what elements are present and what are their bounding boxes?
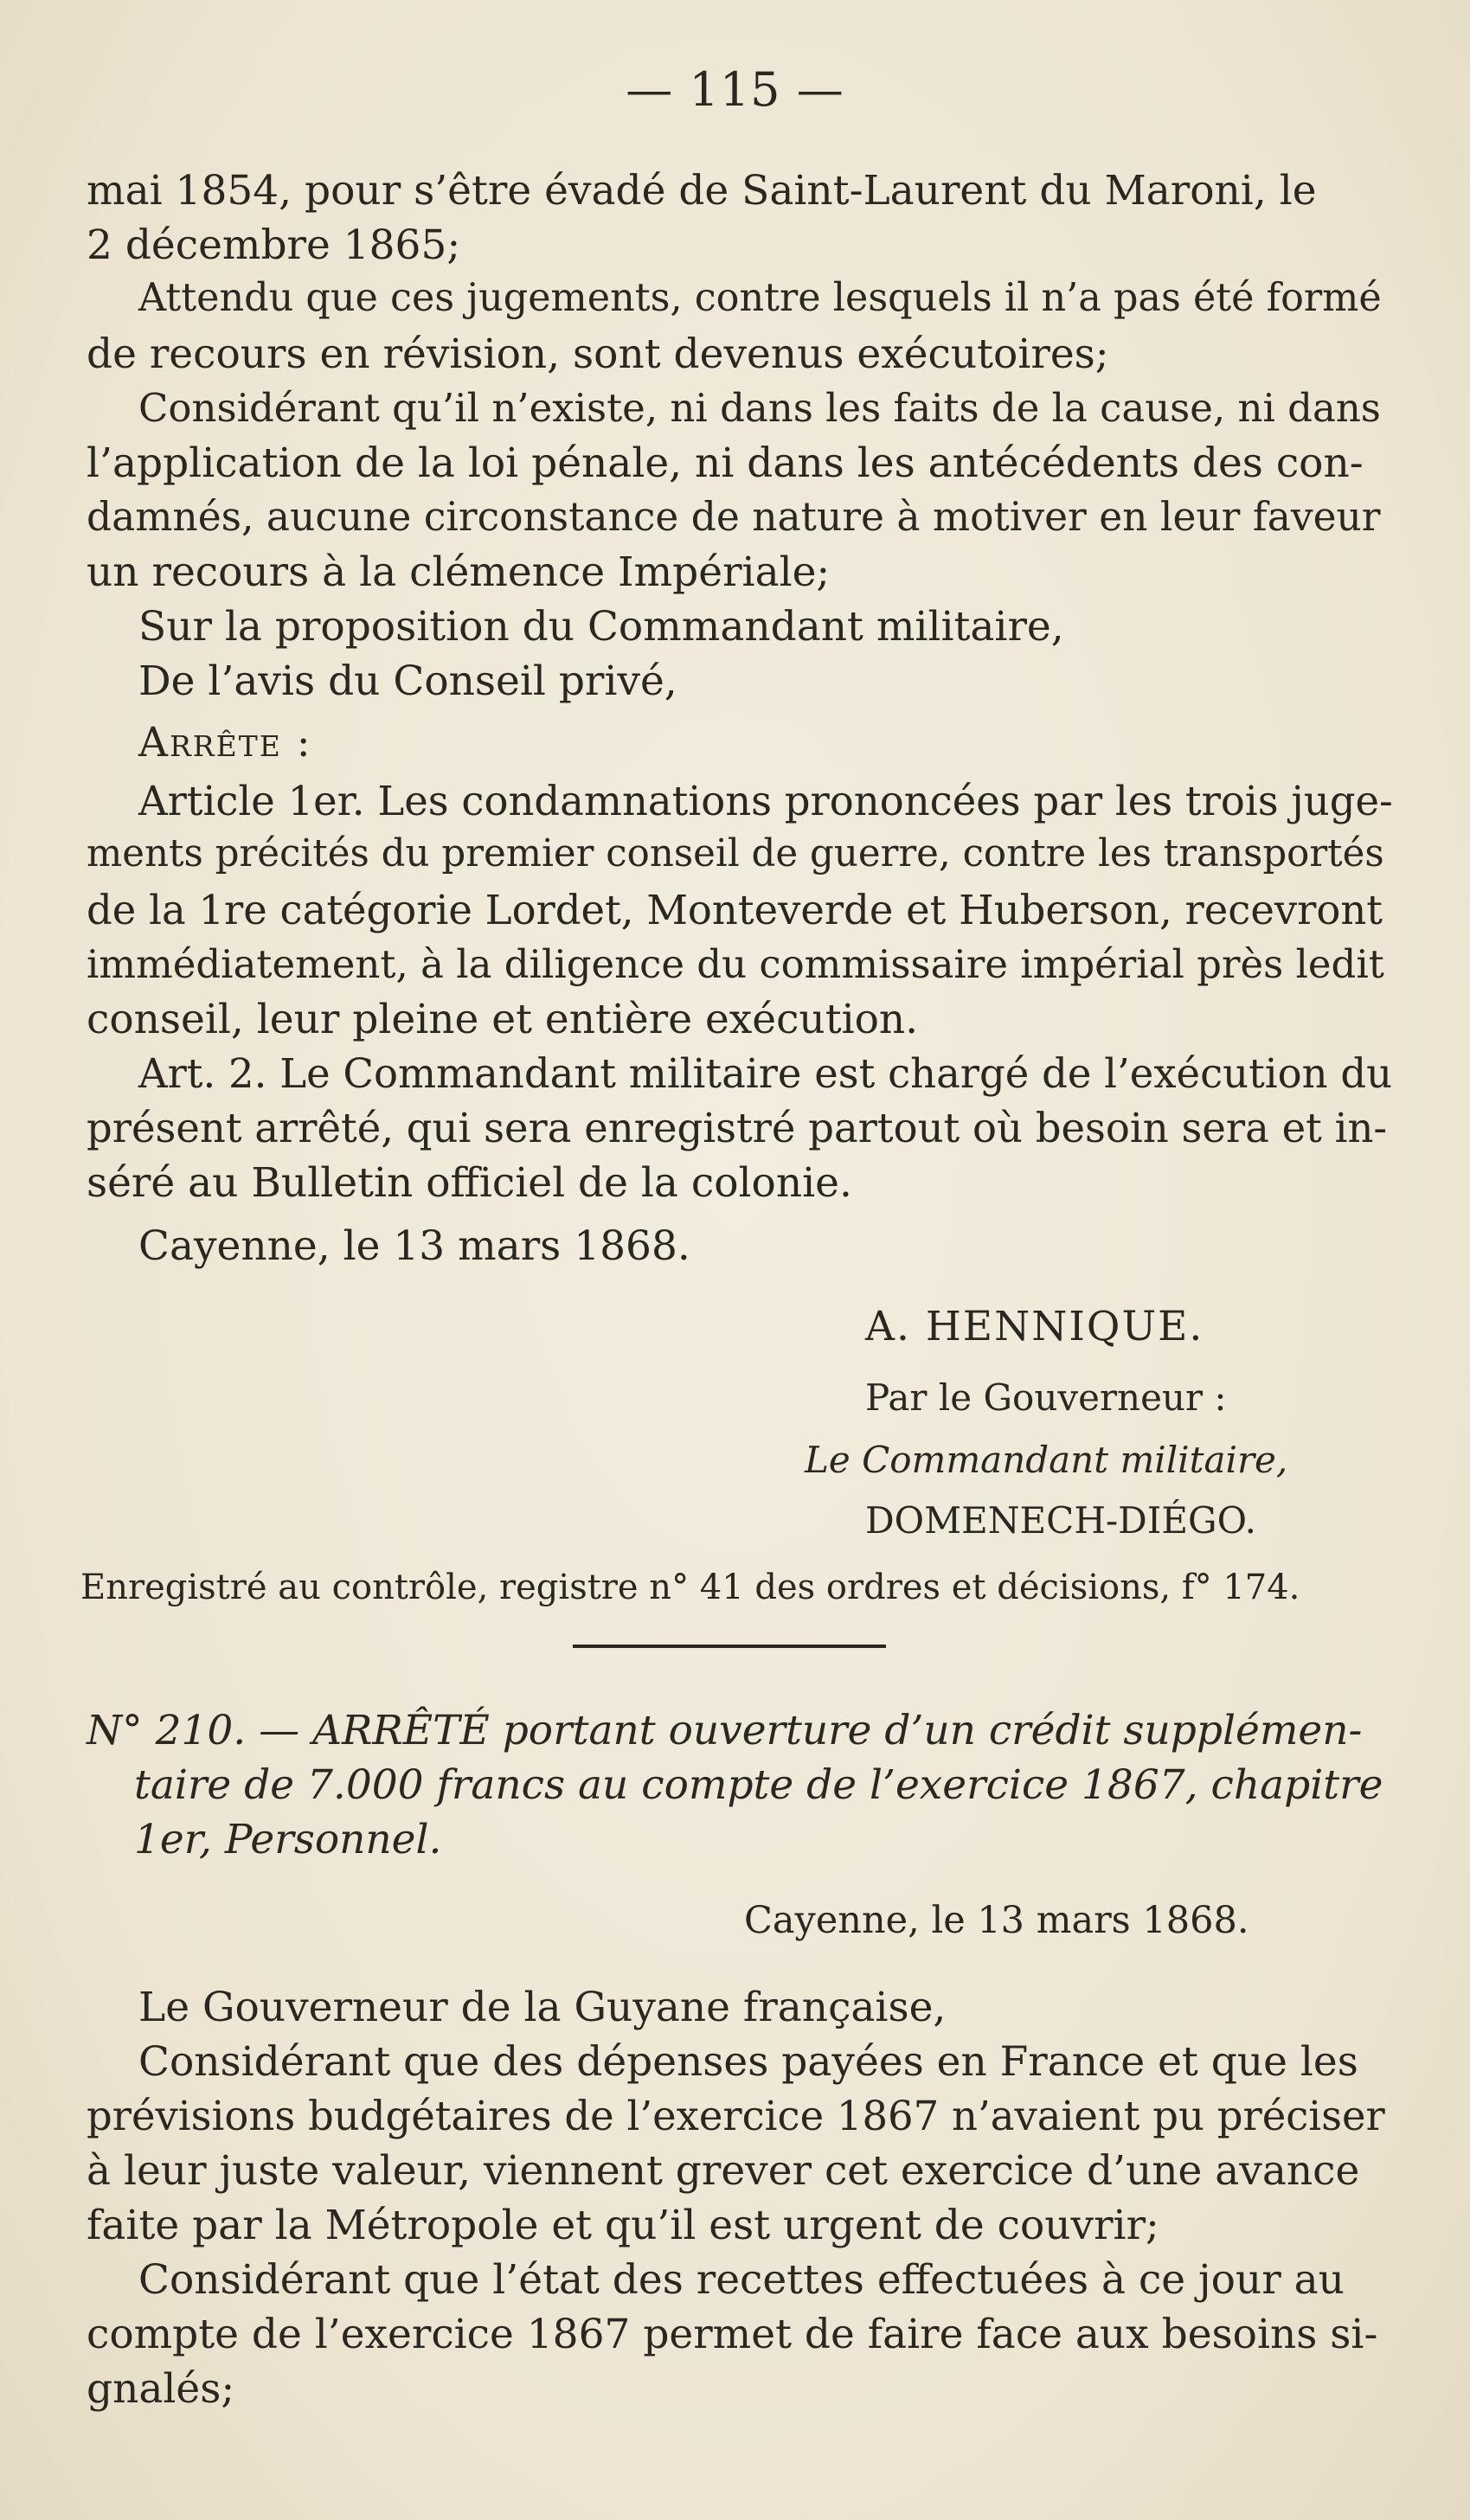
text-line: mai 1854, pour s’être évadé de Saint-Laurent du Maroni, le xyxy=(87,167,1317,215)
text-line: à leur juste valeur, viennent grever cet exercice d’une avance xyxy=(87,2147,1360,2195)
text-line: ments précités du premier conseil de guerre, contre les transportés xyxy=(87,832,1384,875)
text-line: Sur la proposition du Commandant militaire, xyxy=(138,603,1064,651)
text-line: présent arrêté, qui sera enregistré partout où besoin sera et in- xyxy=(87,1105,1388,1151)
signature-role: Le Commandant militaire, xyxy=(805,1439,1288,1481)
text-line: 2 décembre 1865; xyxy=(87,221,461,269)
signature-signer: DOMENECH-DIÉGO. xyxy=(865,1499,1256,1542)
decree-heading: Arrête : xyxy=(138,719,312,766)
text-line: Attendu que ces jugements, contre lesquels il n’a pas été formé xyxy=(138,276,1382,320)
section-divider xyxy=(573,1645,886,1648)
text-line: conseil, leur pleine et entière exécution. xyxy=(87,996,919,1043)
text-line: faite par la Métropole et qu’il est urgent de couvrir; xyxy=(87,2202,1159,2249)
signature-by: Par le Gouverneur : xyxy=(865,1376,1227,1419)
text-line: damnés, aucune circonstance de nature à motiver en leur faveur xyxy=(87,494,1381,540)
text-line: De l’avis du Conseil privé, xyxy=(138,657,677,705)
text-line: Considérant qu’il n’existe, ni dans les faits de la cause, ni dans xyxy=(138,385,1381,431)
text-line: de recours en révision, sont devenus exécutoires; xyxy=(87,330,1109,378)
text-line: Considérant que l’état des recettes effectuées à ce jour au xyxy=(138,2256,1345,2304)
text-line: Considérant que des dépenses payées en France et que les xyxy=(138,2038,1358,2086)
page-number: — 115 — xyxy=(626,62,844,117)
text-line: immédiatement, à la diligence du commissaire impérial près ledit xyxy=(87,941,1384,987)
registration-note: Enregistré au contrôle, registre n° 41 des ordres et décisions, f° 174. xyxy=(80,1568,1300,1607)
text-line: Le Gouverneur de la Guyane française, xyxy=(138,1984,947,2031)
text-line: l’application de la loi pénale, ni dans les antécédents des con- xyxy=(87,439,1364,487)
dateline: Cayenne, le 13 mars 1868. xyxy=(138,1222,690,1270)
text-line: Article 1er. Les condamnations prononcées par les trois juge- xyxy=(138,778,1393,824)
text-line: gnalés; xyxy=(87,2365,235,2413)
text-line: Art. 2. Le Commandant militaire est chargé de l’exécution du xyxy=(138,1050,1393,1097)
text-line: prévisions budgétaires de l’exercice 1867 n’avaient pu préciser xyxy=(87,2093,1385,2139)
decree-title-line: taire de 7.000 francs au compte de l’exercice 1867, chapitre xyxy=(134,1761,1383,1809)
decree-title-line: 1er, Personnel. xyxy=(134,1816,442,1863)
text-line: séré au Bulletin officiel de la colonie. xyxy=(87,1159,852,1207)
signature-name: A. HENNIQUE. xyxy=(865,1303,1204,1350)
dateline: Cayenne, le 13 mars 1868. xyxy=(744,1899,1249,1942)
text-line: compte de l’exercice 1867 permet de faire face aux besoins si- xyxy=(87,2311,1378,2358)
decree-title-line: N° 210. — ARRÊTÉ portant ouverture d’un crédit supplémen- xyxy=(87,1707,1363,1754)
text-line: un recours à la clémence Impériale; xyxy=(87,548,831,596)
text-line: de la 1re catégorie Lordet, Monteverde et Huberson, recevront xyxy=(87,887,1383,933)
